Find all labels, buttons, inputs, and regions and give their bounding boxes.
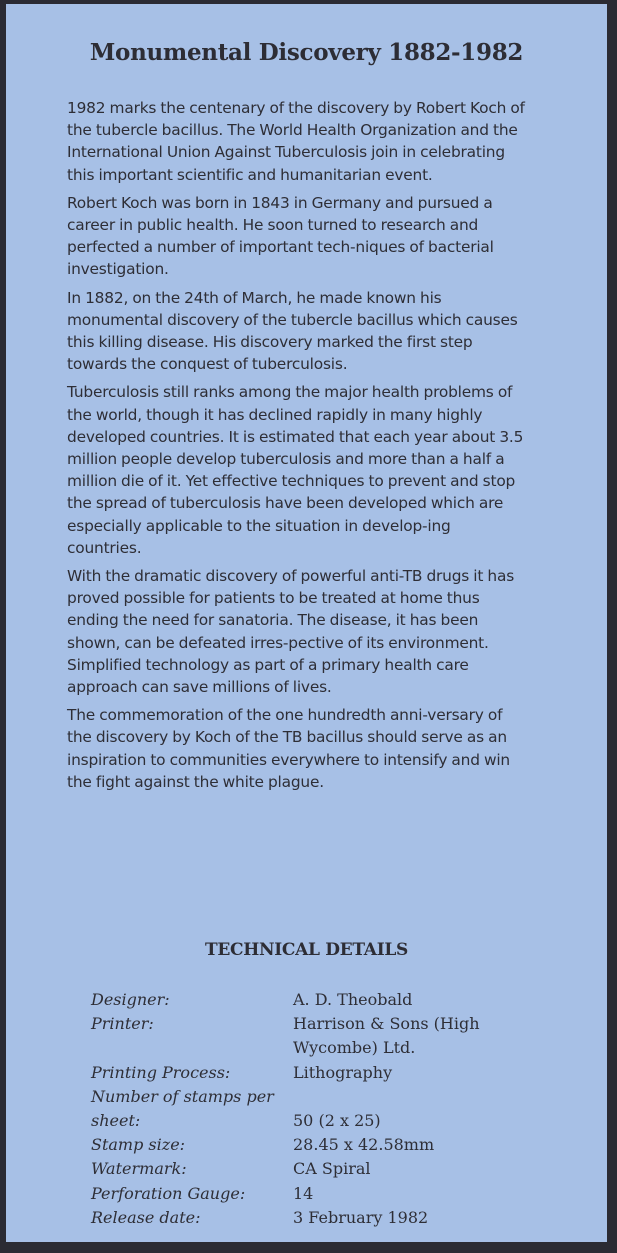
paragraph: 1982 marks the centenary of the discovery by Robert Koch of the tubercle bacillus. The World Health Organization and the International Union Against Tuberculosis join in celebrating this important scientific and humanitarian event. — [67, 99, 525, 184]
paragraph: In 1882, on the 24th of March, he made known his monumental discovery of the tubercle bacillus which causes this killing disease. His discovery marked the first step towards the conquest of tuberculosis. — [67, 288, 518, 374]
technical-details-table — [91, 988, 561, 1230]
detail-row-perforation-gauge — [91, 1182, 561, 1206]
detail-value: 50 (2 x 25) — [293, 1111, 381, 1131]
technical-details-heading: TECHNICAL DETAILS — [205, 940, 408, 960]
paragraph: Robert Koch was born in 1843 in Germany and pursued a career in public health. He soon turned to research and perfected a number of important tech-niques of bacterial investigation. — [67, 193, 494, 279]
detail-value: CA Spiral — [293, 1159, 371, 1179]
detail-row-watermark — [91, 1157, 561, 1181]
detail-value: Harrison & Sons (High Wycombe) Ltd. — [293, 1014, 480, 1058]
paragraph: Tuberculosis still ranks among the major health problems of the world, though it has declined rapidly in many highly developed countries. It is estimated that each year about 3.5 million people develop tuberculosis and more than a half a million die of it. Yet effective techniques to prevent and stop the spread of tuberculosis have been developed which are especially applicable to the situation in develop-ing countries. — [67, 383, 524, 557]
detail-value: 28.45 x 42.58mm — [293, 1135, 435, 1155]
page-title: Monumental Discovery 1882-1982 — [89, 39, 524, 66]
detail-row-designer — [91, 988, 561, 1012]
detail-label: Printer: — [91, 1014, 154, 1034]
detail-row-release-date — [91, 1206, 561, 1230]
detail-label: Printing Process: — [91, 1062, 231, 1082]
detail-row-stamps-per-sheet — [91, 1085, 561, 1133]
detail-row-stamp-size — [91, 1133, 561, 1157]
body-text — [67, 97, 529, 799]
detail-label: Release date: — [91, 1207, 201, 1227]
paragraph: With the dramatic discovery of powerful anti-TB drugs it has proved possible for patients to be treated at home thus ending the need for sanatoria. The disease, it has been shown, can be defeated irres-pective of its environment. Simplified technology as part of a primary health care approach can save millions of lives. — [67, 567, 515, 697]
detail-label: Designer: — [91, 990, 170, 1009]
document-sheet — [6, 4, 607, 1242]
detail-label: Watermark: — [91, 1159, 187, 1179]
detail-label: Stamp size: — [91, 1135, 186, 1155]
detail-value: A. D. Theobald — [293, 990, 413, 1009]
detail-label: Number of stamps per sheet: — [91, 1086, 274, 1131]
detail-row-printer — [91, 1012, 561, 1060]
paragraph: The commemoration of the one hundredth anni-versary of the discovery by Koch of the TB bacillus should serve as an inspiration to communities everywhere to intensify and win the fight against the white plague. — [67, 706, 510, 791]
detail-value: 14 — [293, 1183, 314, 1203]
detail-row-printing-process — [91, 1061, 561, 1085]
detail-label: Perforation Gauge: — [91, 1183, 246, 1203]
detail-value: 3 February 1982 — [293, 1207, 429, 1227]
detail-value: Lithography — [293, 1062, 393, 1082]
